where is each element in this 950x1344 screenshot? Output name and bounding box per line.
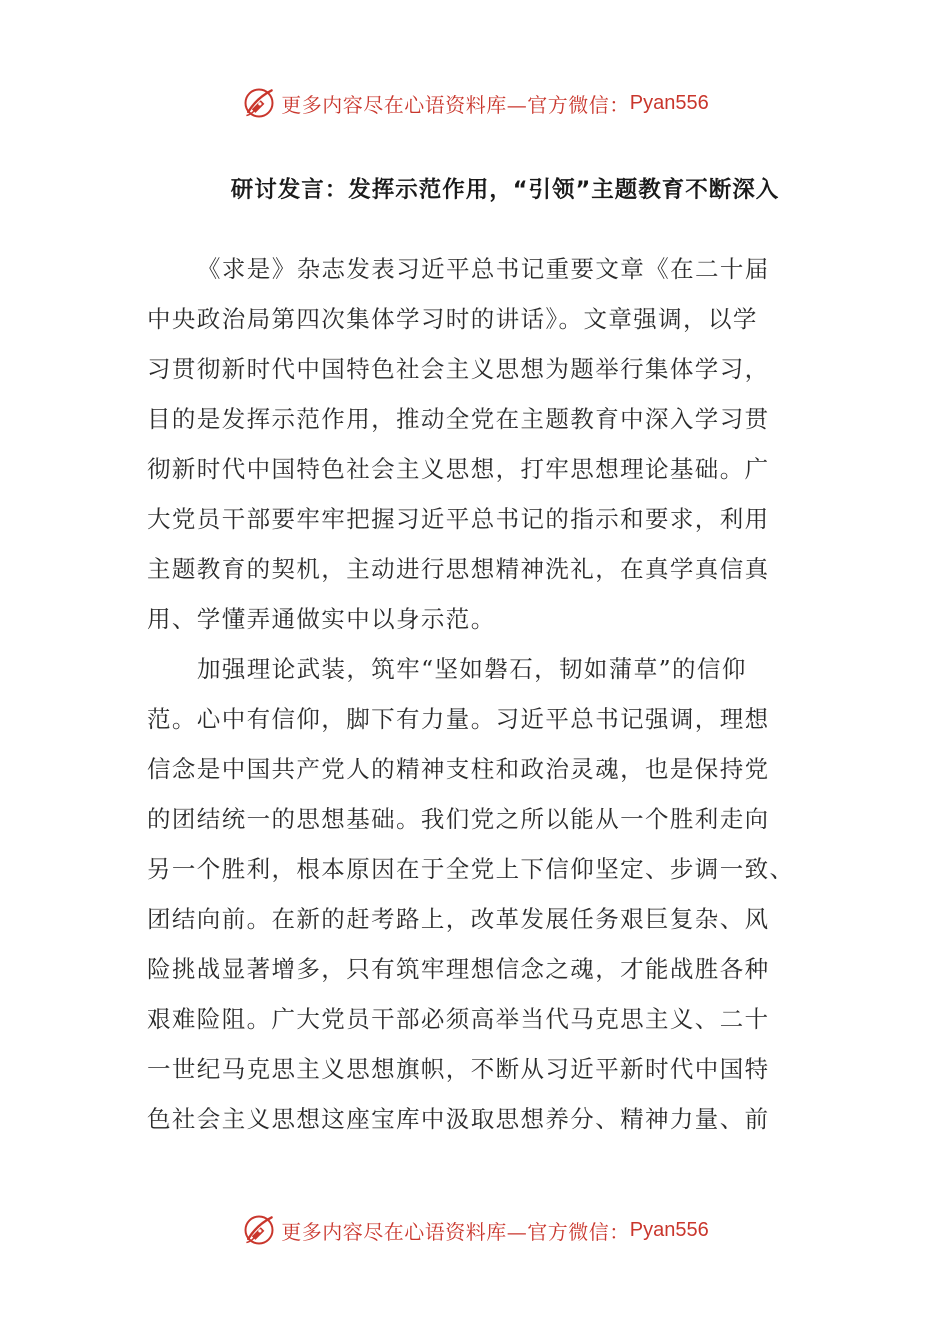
paragraph-line: 彻新时代中国特色社会主义思想，打牢思想理论基础。广 (147, 455, 770, 483)
paragraph-line: 主题教育的契机，主动进行思想精神洗礼，在真学真信真 (147, 555, 770, 583)
banner-wechat-handle: Pyan556 (629, 91, 709, 114)
paragraph-line: 加强理论武装，筑牢“坚如磐石，韧如蒲草”的信仰 (197, 655, 747, 683)
paragraph-line: 信念是中国共产党人的精神支柱和政治灵魂，也是保持党 (147, 755, 770, 783)
paragraph-line: 艰难险阻。广大党员干部必须高举当代马克思主义、二十 (147, 1005, 770, 1033)
paragraph-line: 范。心中有信仰，脚下有力量。习近平总书记强调，理想 (147, 705, 770, 733)
paragraph-line: 用、学懂弄通做实中以身示范。 (147, 605, 496, 633)
paragraph-line: 目的是发挥示范作用，推动全党在主题教育中深入学习贯 (147, 405, 770, 433)
paragraph-line: 另一个胜利，根本原因在于全党上下信仰坚定、步调一致、 (147, 855, 795, 883)
paragraph-line: 一世纪马克思主义思想旗帜，不断从习近平新时代中国特 (147, 1055, 770, 1083)
document-body (147, 244, 807, 1144)
paragraph-line: 大党员干部要牢牢把握习近平总书记的指示和要求，利用 (147, 505, 770, 533)
banner-wechat-handle: Pyan556 (629, 1218, 709, 1241)
banner-text: 更多内容尽在心语资料库—官方微信： (281, 1219, 630, 1244)
banner-text: 更多内容尽在心语资料库—官方微信： (281, 92, 630, 117)
pen-nib-logo-icon (241, 1212, 277, 1248)
paragraph-line: 色社会主义思想这座宝库中汲取思想养分、精神力量、前 (147, 1105, 770, 1133)
paragraph-line: 中央政治局第四次集体学习时的讲话》。文章强调，以学 (147, 305, 758, 333)
document-title: 研讨发言：发挥示范作用，“引领”主题教育不断深入 (230, 177, 780, 203)
header-banner (0, 83, 950, 123)
paragraph-line: 险挑战显著增多，只有筑牢理想信念之魂，才能战胜各种 (147, 955, 770, 983)
paragraph-line: 习贯彻新时代中国特色社会主义思想为题举行集体学习， (147, 355, 770, 383)
paragraph-line: 《求是》杂志发表习近平总书记重要文章《在二十届 (197, 255, 770, 283)
pen-nib-logo-icon (241, 85, 277, 121)
paragraph-line: 团结向前。在新的赶考路上，改革发展任务艰巨复杂、风 (147, 905, 770, 933)
footer-banner (0, 1210, 950, 1250)
paragraph-line: 的团结统一的思想基础。我们党之所以能从一个胜利走向 (147, 805, 770, 833)
